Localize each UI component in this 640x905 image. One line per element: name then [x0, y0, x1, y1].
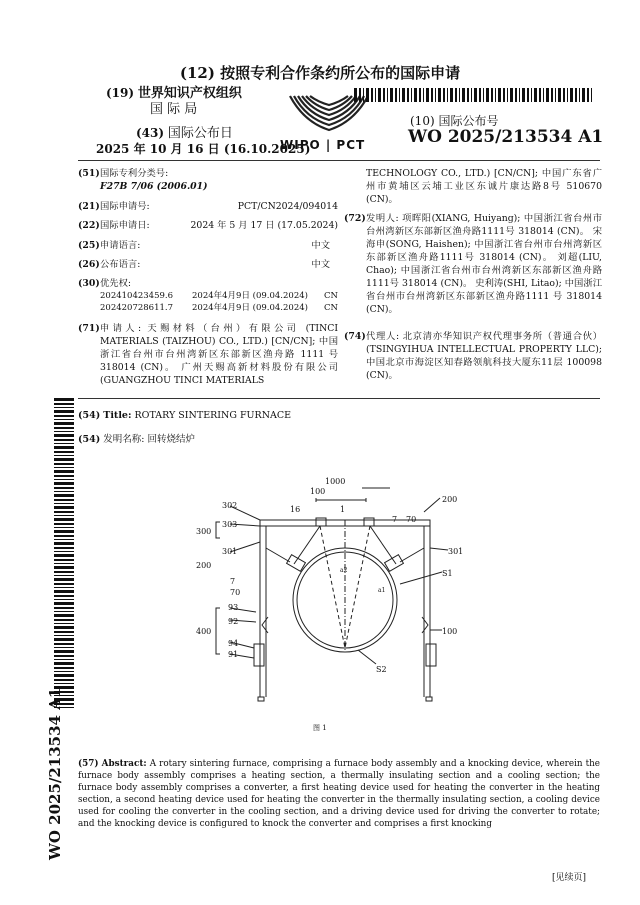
barcode-bar — [54, 650, 74, 653]
pubno-label: (10) 国际公布号 — [410, 114, 499, 128]
ref-100: 100 — [310, 487, 326, 496]
wipo-logo-text: WIPO | PCT — [280, 138, 366, 152]
barcode-bar — [435, 88, 436, 102]
barcode-bar — [474, 88, 477, 102]
barcode-bar — [431, 88, 433, 102]
barcode-bar — [54, 494, 74, 497]
ref-93: 93 — [228, 603, 239, 612]
ref-70-right: 70 — [406, 515, 417, 524]
barcode-bar — [54, 422, 74, 425]
barcode-bar — [54, 523, 74, 525]
org-name: 世界知识产权组织 — [137, 86, 242, 101]
barcode-bar — [54, 614, 74, 617]
barcode-bar — [54, 635, 74, 636]
application-number: PCT/CN2024/094014 — [237, 201, 338, 212]
barcode-bar — [54, 431, 74, 432]
barcode-bar — [54, 463, 74, 465]
ref-7-right: 7 — [392, 515, 398, 524]
barcode-bar — [419, 88, 421, 102]
figure-1 — [190, 472, 470, 712]
barcode-bar — [54, 671, 74, 672]
furnace-drawing — [190, 472, 470, 712]
barcode-bar — [558, 88, 561, 102]
field-30: (30)优先权: 202410423459.6 2024年4月9日 (09.04.2024) CN 202420728611.7 2024年4月9日 (09.04.2024) CN — [78, 278, 338, 313]
barcode-bar — [54, 659, 74, 660]
barcode-bar — [426, 88, 429, 102]
ref-1000: 1000 — [325, 477, 346, 486]
barcode-bar — [54, 479, 74, 480]
ref-S1: S1 — [442, 569, 453, 578]
title-en-text: ROTARY SINTERING FURNACE — [134, 410, 292, 421]
title-en: (54) Title: ROTARY SINTERING FURNACE — [78, 410, 292, 421]
ref-a1: a1 — [378, 587, 386, 594]
barcode-bar — [534, 88, 537, 102]
barcode-bar — [510, 88, 513, 102]
barcode-bar — [390, 88, 393, 102]
barcode-bar — [54, 643, 74, 645]
barcode-bar — [543, 88, 544, 102]
barcode-bar — [450, 88, 453, 102]
barcode-bar — [486, 88, 489, 102]
abstract: (57) Abstract: A rotary sintering furnace, comprising a furnace body assembly and a knocking device, wherein the furnace body assembly comprises a heating section, a thermally insulating section and a cooling section; the furnace body assembly comprises a converter, a first heating device used for heating the converter in the heating section, a second heating device used for heating the converter in the thermally insulating section, a cooling device used for cooling the converter in the cooling section, and a driving device used for driving the converter to rotate; and the knocking device is configured to knock the converter and comprises a first knocking — [78, 759, 601, 829]
priority-list — [100, 290, 338, 314]
barcode-top-graphic — [354, 88, 594, 102]
barcode-bar — [54, 482, 74, 485]
ref-7-left: 7 — [230, 577, 236, 586]
barcode-bar — [402, 88, 405, 102]
ref-400: 400 — [196, 627, 212, 636]
top-rule — [78, 160, 600, 161]
barcode-bar — [495, 88, 496, 102]
barcode-bar — [462, 88, 465, 102]
barcode-bar — [54, 518, 74, 521]
barcode-bar — [54, 571, 74, 573]
barcode-bar — [515, 88, 517, 102]
biblio-right-cont — [344, 167, 602, 206]
pubdate-code: (43) — [136, 126, 165, 140]
ref-S2: S2 — [376, 665, 387, 674]
barcode-bar — [579, 88, 580, 102]
barcode-bar — [399, 88, 400, 102]
barcode-bar — [54, 554, 74, 557]
barcode-bar — [54, 427, 74, 429]
barcode-bar — [539, 88, 541, 102]
continued-note: [见续页] — [552, 873, 587, 883]
ref-94: 94 — [228, 639, 239, 648]
barcode-bar — [575, 88, 577, 102]
barcode-bar — [54, 398, 74, 401]
ref-100-right: 100 — [442, 627, 458, 636]
barcode-bar — [366, 88, 369, 102]
barcode-bar — [54, 434, 74, 437]
document-title: (12) 按照专利合作条约所公布的国际申请 — [179, 64, 461, 82]
barcode-bar — [54, 511, 74, 513]
barcode-bar — [54, 590, 74, 593]
field-74: (74) 代理人: 北京清亦华知识产权代理事务所（普通合伙）(TSINGYIHUA INTELLECTUAL PROPERTY LLC); 中国北京市海淀区知春路领航科技大厦东11层 100098 (CN)。 — [344, 331, 602, 381]
ref-1: 1 — [340, 505, 346, 514]
mid-rule — [78, 398, 600, 399]
barcode-bar — [54, 487, 74, 489]
barcode-bar — [54, 439, 74, 441]
knocker-right — [385, 555, 404, 572]
barcode-bar — [54, 542, 74, 545]
barcode-bar — [54, 683, 74, 684]
barcode-bar — [407, 88, 409, 102]
barcode-bar — [491, 88, 493, 102]
barcode-bar — [459, 88, 460, 102]
ref-16: 16 — [290, 505, 301, 514]
side-publication-number: WO 2025/213534 A1 — [46, 687, 64, 860]
applicant-text: 申请人: 天赐材料（台州）有限公司 (TINCI MATERIALS (TAIZHOU) CO., LTD.) [CN/CN]; 中国浙江省台州市台州湾新区东部新区渔舟路 1111 号 318014 (CN)。 广州天赐高新材料股份有限公司(GUANGZHOU TINCI MATERIALS — [100, 323, 338, 386]
barcode-bar — [507, 88, 508, 102]
barcode-bar — [387, 88, 388, 102]
ref-303: 303 — [222, 520, 238, 529]
publication-number: WO 2025/213534 A1 — [408, 127, 604, 147]
barcode-bar — [582, 88, 585, 102]
barcode-bar — [54, 607, 74, 609]
barcode-bar — [54, 467, 74, 468]
barcode-bar — [555, 88, 556, 102]
barcode-bar — [54, 527, 74, 528]
barcode-bar — [522, 88, 525, 102]
barcode-bar — [54, 559, 74, 561]
inventors-text: 发明人: 项晖阳(XIANG, Huiyang); 中国浙江省台州市台州湾新区东部新区渔舟路1111号 318014 (CN)。 宋海申(SONG, Haishen); 中国浙江省台州市台州湾新区东部新区渔舟路1111号 318014 (CN)。 刘超(LIU, Chao); 中国浙江省台州市台州湾新区东部新区渔舟路1111号 318014 (CN)。 史利涛(SHI, Litao); 中国浙江省台州市台州湾新区东部新区渔舟路1111 号 318014 (CN)。 — [366, 213, 602, 315]
barcode-bar — [443, 88, 445, 102]
barcode-bar — [54, 503, 74, 504]
barcode-bar — [54, 602, 74, 605]
barcode-bar — [54, 647, 74, 648]
barcode-bar — [551, 88, 553, 102]
barcode-bar — [54, 583, 74, 585]
filing-date: 2024 年 5 月 17 日 (17.05.2024) — [190, 220, 338, 231]
barcode-bar — [383, 88, 385, 102]
org-code: (19) — [106, 86, 135, 100]
barcode-bar — [570, 88, 573, 102]
barcode-bar — [54, 662, 74, 665]
barcode-bar — [54, 410, 74, 413]
org-sub: 国 际 局 — [150, 102, 198, 117]
field-72: (72) 发明人: 项晖阳(XIANG, Huiyang); 中国浙江省台州市台州湾新区东部新区渔舟路1111号 318014 (CN)。 宋海申(SONG, Haishen); 中国浙江省台州市台州湾新区东部新区渔舟路1111号 318014 (CN)。 刘超(LIU, Chao); 中国浙江省台州市台州湾新区东部新区渔舟路1111号 318014 (CN)。 史利涛(SHI, Litao); 中国浙江省台州市台州湾新区东部新区渔舟路1111 号 318014 (CN)。 — [344, 213, 602, 315]
barcode-bar — [363, 88, 364, 102]
barcode-bar — [54, 539, 74, 540]
barcode-bar — [54, 515, 74, 516]
barcode-bar — [519, 88, 520, 102]
barcode-bar — [567, 88, 568, 102]
barcode-bar — [54, 575, 74, 576]
barcode-bar — [411, 88, 412, 102]
barcode-bar — [587, 88, 589, 102]
ref-200-right: 200 — [442, 495, 458, 504]
barcode-bar — [54, 631, 74, 633]
ref-70-left: 70 — [230, 588, 241, 597]
barcode-bar — [563, 88, 565, 102]
barcode-bar — [483, 88, 484, 102]
barcode-top — [354, 87, 594, 101]
barcode-bar — [54, 403, 74, 405]
barcode-bar — [54, 599, 74, 600]
barcode-bar — [527, 88, 529, 102]
barcode-bar — [54, 475, 74, 477]
barcode-bar — [54, 587, 74, 588]
barcode-bar — [467, 88, 469, 102]
agent-text: 代理人: 北京清亦华知识产权代理事务所（普通合伙）(TSINGYIHUA INTELLECTUAL PROPERTY LLC); 中国北京市海淀区知春路领航科技大厦东11层 100098 (CN)。 — [366, 331, 602, 381]
field-25: (25)申请语言: 中文 — [78, 240, 330, 251]
barcode-bar — [54, 566, 74, 569]
barcode-bar — [54, 530, 74, 533]
barcode-bar — [375, 88, 376, 102]
ref-a2: a2 — [340, 567, 348, 574]
barcode-bar — [54, 455, 74, 456]
barcode-bar — [54, 547, 74, 549]
barcode-bar — [54, 499, 74, 501]
drive-box-left — [254, 644, 264, 666]
field-22: (22)国际申请日: 2024 年 5 月 17 日 (17.05.2024) — [78, 220, 338, 231]
barcode-bar — [423, 88, 424, 102]
barcode-bar — [54, 679, 74, 681]
ref-200-left: 200 — [196, 561, 212, 570]
barcode-bar — [447, 88, 448, 102]
barcode-bar — [498, 88, 501, 102]
barcode-bar — [378, 88, 381, 102]
barcode-bar — [54, 458, 74, 461]
knocker-left — [287, 555, 306, 572]
barcode-bar — [54, 626, 74, 629]
ref-91: 91 — [228, 650, 239, 659]
barcode-bar — [54, 611, 74, 612]
ipc-class: F27B 7/06 (2006.01) — [100, 181, 208, 192]
barcode-bar — [54, 619, 74, 621]
wipo-logo — [280, 92, 374, 162]
applicant-cont-text: TECHNOLOGY CO., LTD.) [CN/CN]; 中国广东省广州市黄埔区云埔工业区东诚片康达路8号 510670 (CN)。 — [366, 168, 602, 205]
barcode-bar — [54, 595, 74, 597]
barcode-bar — [414, 88, 417, 102]
barcode-bar — [455, 88, 457, 102]
barcode-bar — [54, 674, 74, 677]
barcode-bar — [54, 638, 74, 641]
ref-301-right: 301 — [448, 547, 464, 556]
barcode-bar — [54, 535, 74, 537]
barcode-bar — [54, 443, 74, 444]
barcode-bar — [546, 88, 549, 102]
barcode-bar — [471, 88, 472, 102]
barcode-bar — [54, 446, 74, 449]
ref-300: 300 — [196, 527, 212, 536]
barcode-bar — [354, 88, 357, 102]
figure-caption: 图 1 — [313, 724, 327, 732]
barcode-side — [54, 398, 74, 708]
barcode-bar — [395, 88, 397, 102]
barcode-bar — [591, 88, 592, 102]
field-71: (71) 申请人: 天赐材料（台州）有限公司 (TINCI MATERIALS (TAIZHOU) CO., LTD.) [CN/CN]; 中国浙江省台州市台州湾新区东部新区渔舟路 1111 号 318014 (CN)。 广州天赐高新材料股份有限公司(GUANGZHOU TINCI MATERIALS — [78, 323, 338, 386]
field-21: (21)国际申请号: PCT/CN2024/094014 — [78, 201, 338, 212]
field-51: (51)国际专利分类号: F27B 7/06 (2006.01) — [78, 168, 208, 192]
barcode-bar — [54, 655, 74, 657]
barcode-bar — [54, 563, 74, 564]
abstract-text: A rotary sintering furnace, comprising a furnace body assembly and a knocking device, wherein the furnace body assembly comprises a heating section, a thermally insulating section and a cooling section; the furnace body assembly comprises a converter, a first heating device used for heating the converter in the heating section, a second heating device used for heating the converter in the thermally insulating section, a cooling device used for cooling the converter in the cooling section, and a driving device used for driving the converter to rotate; and the knocking device is configured to knock the converter and comprises a first knocking — [78, 759, 601, 829]
pubdate-value: 2025 年 10 月 16 日 (16.10.2025) — [96, 142, 311, 156]
ref-302: 302 — [222, 501, 238, 510]
drive-box-right — [426, 644, 436, 666]
barcode-bar — [54, 419, 74, 420]
barcode-bar — [371, 88, 373, 102]
barcode-side-graphic — [54, 398, 74, 708]
barcode-bar — [531, 88, 532, 102]
barcode-bar — [359, 88, 361, 102]
barcode-bar — [54, 470, 74, 473]
title-zh: (54) 发明名称: 回转烧结炉 — [78, 434, 195, 445]
field-26: (26)公布语言: 中文 — [78, 259, 330, 270]
barcode-bar — [54, 506, 74, 509]
barcode-bar — [54, 491, 74, 492]
title-zh-text: 回转烧结炉 — [147, 434, 195, 445]
barcode-bar — [438, 88, 441, 102]
barcode-bar — [54, 407, 74, 408]
barcode-bar — [54, 578, 74, 581]
barcode-bar — [479, 88, 481, 102]
pubdate-label: 国际公布日 — [167, 126, 233, 141]
ref-92: 92 — [228, 617, 239, 626]
ref-301-left: 301 — [222, 547, 238, 556]
barcode-bar — [54, 667, 74, 669]
priority-row: 202420728611.7 2024年4月9日 (09.04.2024) CN — [100, 303, 338, 313]
barcode-bar — [54, 415, 74, 417]
barcode-bar — [54, 451, 74, 453]
barcode-bar — [54, 623, 74, 624]
barcode-bar — [503, 88, 505, 102]
barcode-bar — [54, 551, 74, 552]
priority-row: 202410423459.6 2024年4月9日 (09.04.2024) CN — [100, 291, 338, 301]
